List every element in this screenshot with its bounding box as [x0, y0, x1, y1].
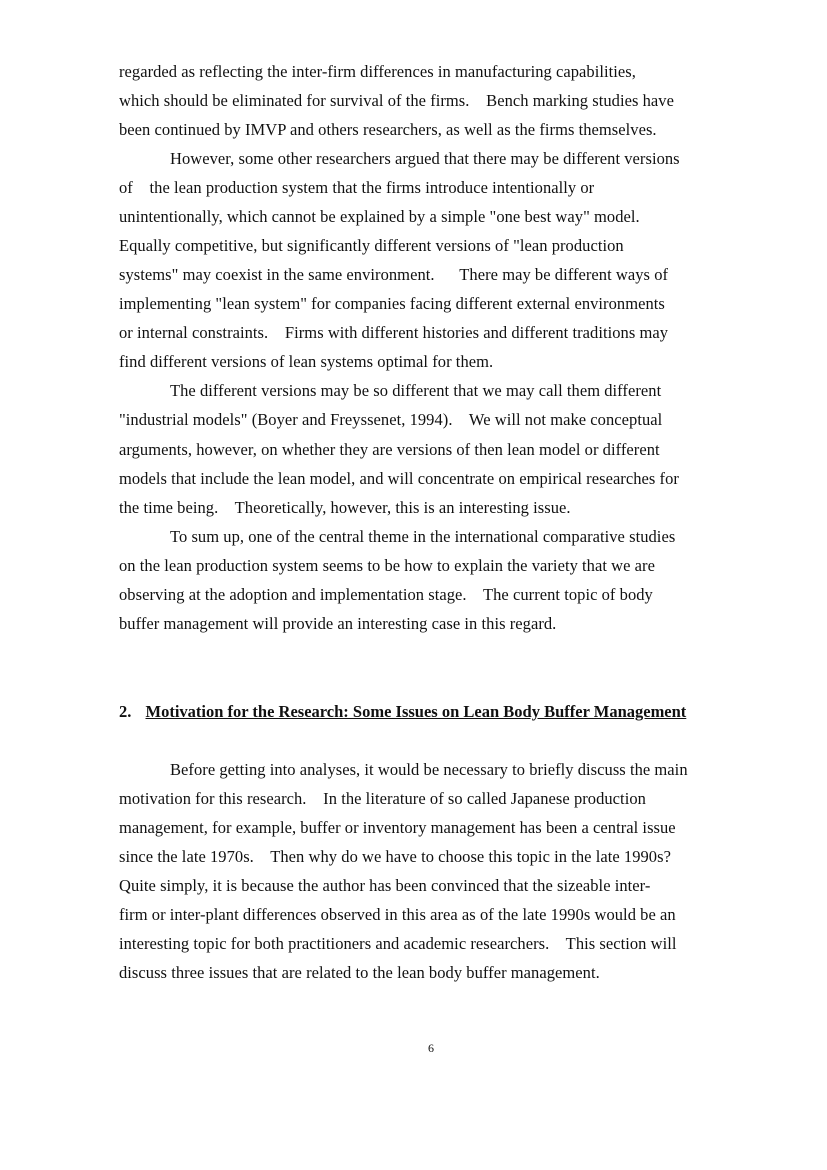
- section-title: Motivation for the Research: Some Issues on Lean Body Buffer Management: [145, 702, 687, 721]
- body-text-line: "industrial models" (Boyer and Freyssenet, 1994). We will not make conceptual: [119, 410, 663, 429]
- body-text-line: buffer management will provide an interesting case in this regard.: [119, 614, 557, 633]
- body-text-line: been continued by IMVP and others researchers, as well as the firms themselves.: [119, 120, 657, 139]
- paragraph-first-line: However, some other researchers argued that there may be different versions: [170, 149, 680, 168]
- body-text-line: since the late 1970s. Then why do we have to choose this topic in the late 1990s?: [119, 847, 671, 866]
- paragraph-first-line: Before getting into analyses, it would be necessary to briefly discuss the main: [170, 760, 688, 779]
- section-number: 2.: [119, 702, 132, 721]
- body-text-line: models that include the lean model, and will concentrate on empirical researches for: [119, 469, 679, 488]
- section-heading: [119, 702, 686, 722]
- page-number: 6: [428, 1041, 434, 1055]
- body-text-line: discuss three issues that are related to the lean body buffer management.: [119, 963, 600, 982]
- body-text-line: of the lean production system that the firms introduce intentionally or: [119, 178, 595, 197]
- body-text-line: motivation for this research. In the literature of so called Japanese production: [119, 789, 646, 808]
- body-text-line: arguments, however, on whether they are versions of then lean model or different: [119, 440, 660, 459]
- body-text-line: management, for example, buffer or inventory management has been a central issue: [119, 818, 676, 837]
- body-text-line: regarded as reflecting the inter-firm differences in manufacturing capabilities,: [119, 62, 636, 81]
- body-text-line: systems" may coexist in the same environment. There may be different ways of: [119, 265, 669, 284]
- body-text-line: find different versions of lean systems optimal for them.: [119, 352, 494, 371]
- paragraph-first-line: To sum up, one of the central theme in the international comparative studies: [170, 527, 676, 546]
- body-text-line: or internal constraints. Firms with different histories and different traditions may: [119, 323, 669, 342]
- body-text-line: on the lean production system seems to be how to explain the variety that we are: [119, 556, 655, 575]
- body-text-line: Equally competitive, but significantly different versions of "lean production: [119, 236, 624, 255]
- body-text-line: interesting topic for both practitioners and academic researchers. This section will: [119, 934, 677, 953]
- body-text-line: unintentionally, which cannot be explained by a simple "one best way" model.: [119, 207, 640, 226]
- body-text-line: the time being. Theoretically, however, this is an interesting issue.: [119, 498, 571, 517]
- paragraph-first-line: The different versions may be so different that we may call them different: [170, 381, 662, 400]
- body-text-line: implementing "lean system" for companies facing different external environments: [119, 294, 665, 313]
- body-text-line: Quite simply, it is because the author has been convinced that the sizeable inter-: [119, 876, 651, 895]
- body-text-line: observing at the adoption and implementation stage. The current topic of body: [119, 585, 653, 604]
- body-text-line: which should be eliminated for survival of the firms. Bench marking studies have: [119, 91, 674, 110]
- body-text-line: firm or inter-plant differences observed in this area as of the late 1990s would be an: [119, 905, 676, 924]
